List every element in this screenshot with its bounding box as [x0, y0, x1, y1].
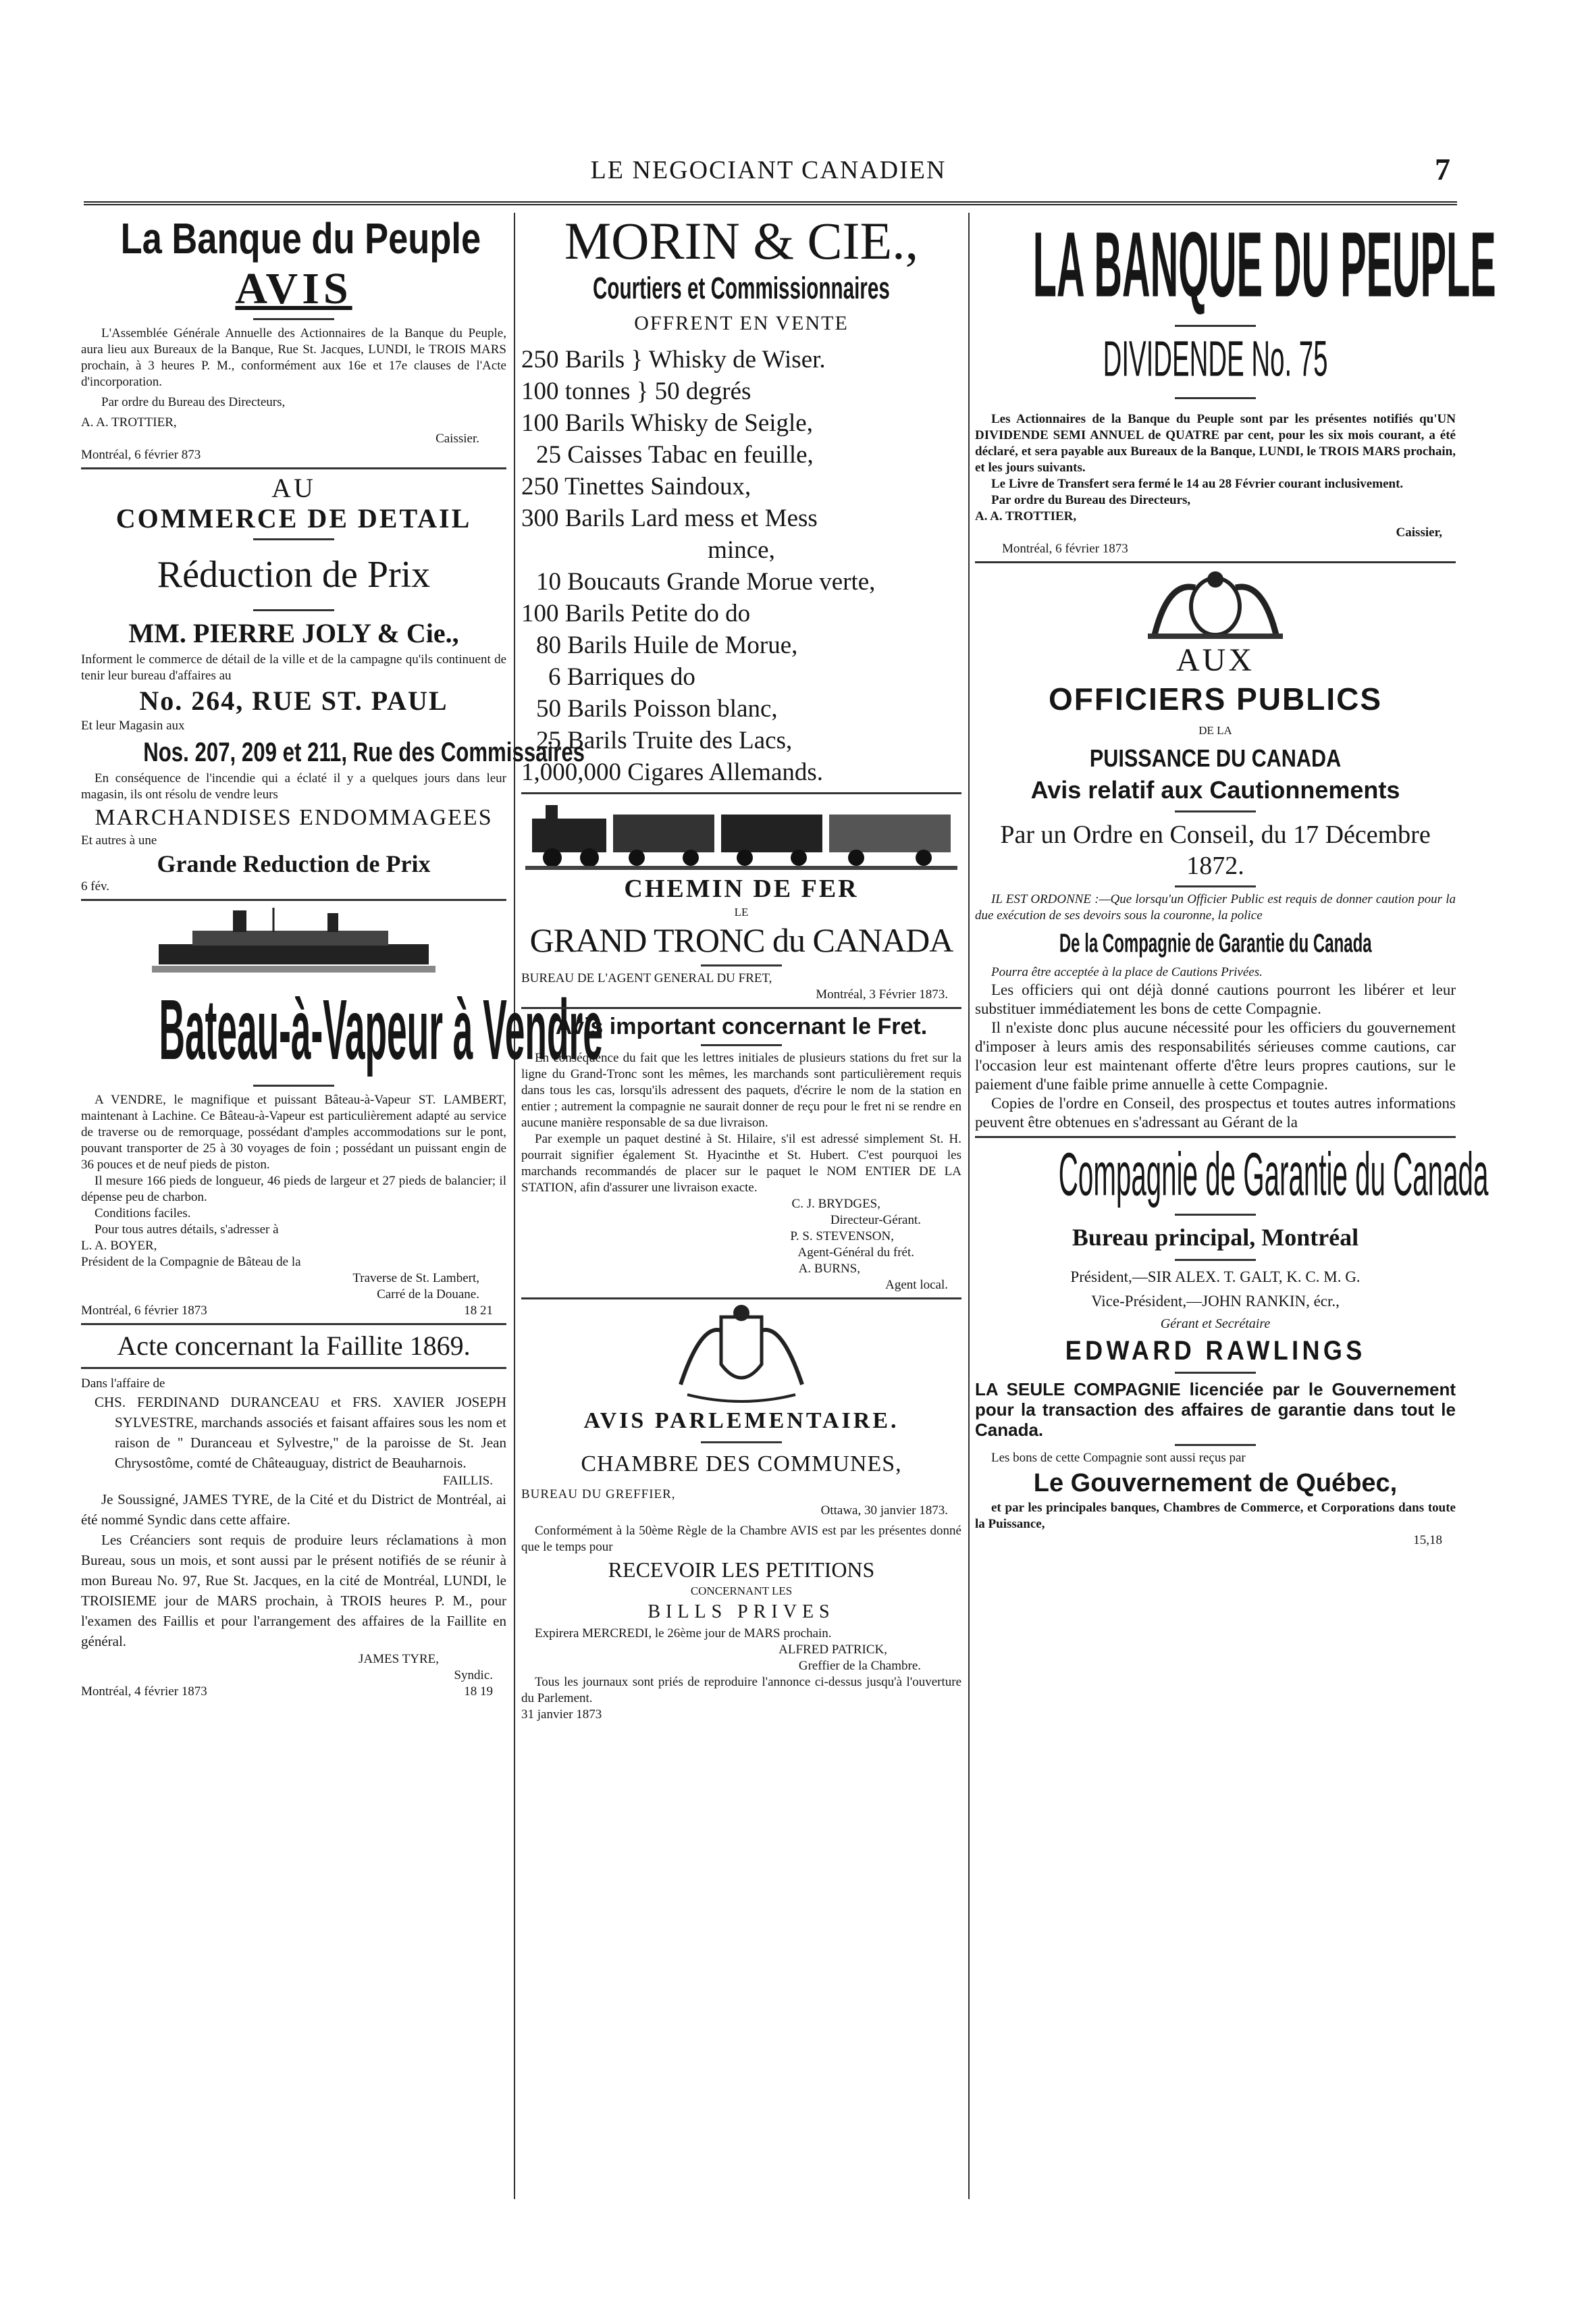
- ad-bureau: BUREAU DU GREFFIER,: [521, 1487, 676, 1501]
- ad-title: La Banque du Peuple: [120, 214, 481, 263]
- divider: [253, 538, 334, 540]
- ad-title: Acte concernant la Faillite 1869.: [117, 1331, 471, 1361]
- divider: [701, 964, 782, 966]
- list-item: 250 Barils } Whisky de Wiser.: [521, 346, 826, 373]
- list-item: 25 Caisses Tabac en feuille,: [536, 441, 814, 469]
- column-divider: [968, 213, 970, 2199]
- ad-body: Il mesure 166 pieds de longueur, 46 pieds de largeur et 27 pieds de balancier; il dépense peu de charbon.: [81, 1174, 506, 1204]
- ad-body: L'Assemblée Générale Annuelle des Actionnaires de la Banque du Peuple, aura lieu aux Bureaux de la Banque, Rue St. Jacques, LUNDI, le TROIS MARS prochain, à 3 heures P. M., conformément aux 16e et 17e clauses de l'Acte d'incorporation.: [81, 326, 506, 389]
- ad-signer: A. A. TROTTIER,: [81, 415, 177, 430]
- column-divider: [514, 213, 515, 2199]
- divider: [253, 318, 334, 320]
- list-item: 50 Barils Poisson blanc,: [536, 695, 778, 723]
- ad-faillite: [81, 1329, 506, 1700]
- ad-para: IL EST ORDONNE :—Que lorsqu'un Officier Public est requis de donner caution pour la due exécution de ses devoirs sous la couronne, la police: [975, 892, 1456, 923]
- list-item: 300 Barils Lard mess et Mess: [521, 505, 818, 532]
- divider: [81, 1367, 506, 1369]
- ad-para: Les officiers qui ont déjà donné cautions pourront les libérer et leur substituer immédiatement les bons de cette Compagnie.: [975, 981, 1456, 1017]
- ad-firm: MM. PIERRE JOLY & Cie.,: [128, 618, 459, 648]
- list-item: 6 Barriques do: [548, 663, 695, 691]
- ad-rule: [81, 467, 506, 469]
- list-item: 80 Barils Huile de Morue,: [536, 631, 798, 659]
- divider: [1175, 397, 1256, 399]
- ad-aux: AUX: [1176, 642, 1255, 678]
- ad-title: OFFICIERS PUBLICS: [1048, 681, 1383, 717]
- ad-para: Expirera MERCREDI, le 26ème jour de MARS prochain.: [535, 1626, 832, 1641]
- ad-bons: Les bons de cette Compagnie sont aussi reçus par: [991, 1451, 1246, 1465]
- ad-date: Montréal, 6 février 873: [81, 448, 201, 462]
- ad-role: Caissier,: [1396, 525, 1442, 540]
- ad-para: Pourra être acceptée à la place de Cautions Privées.: [991, 965, 1263, 979]
- ad-gouv: Le Gouvernement de Québec,: [1033, 1469, 1398, 1497]
- divider: [1175, 325, 1256, 327]
- ad-recevoir: RECEVOIR LES PETITIONS: [608, 1557, 875, 1582]
- ad-signer: A. BURNS,: [798, 1262, 860, 1276]
- divider: [1175, 1259, 1256, 1261]
- ad-address: No. 264, RUE ST. PAUL: [139, 686, 448, 716]
- ad-role: Caissier.: [435, 432, 479, 446]
- train-illustration: [525, 798, 957, 873]
- ad-body: A VENDRE, le magnifique et puissant Bâteau-à-Vapeur ST. LAMBERT, maintenant à Lachine. Ce Bâteau-à-Vapeur est particulièrement adapté au service de traverse ou de remorquage, possédant d'amples accommodations sur le pont, pouvant transporter de 25 à 30 voyages de foin ; possédant un puissant engin de 36 pouces et de neuf pieds de piston.: [81, 1093, 506, 1172]
- ad-avis: Avis important concernant le Fret.: [555, 1014, 928, 1039]
- ad-compagnie-garantie: [975, 1139, 1489, 1549]
- ad-title: Bateau-à-Vapeur à Vendre: [159, 983, 603, 1078]
- ad-title: GRAND TRONC du CANADA: [529, 921, 953, 959]
- list-item: 250 Tinettes Saindoux,: [521, 473, 751, 500]
- ad-role: Greffier de la Chambre.: [798, 1659, 921, 1673]
- ad-signer: ALFRED PATRICK,: [778, 1643, 887, 1657]
- ad-date: Montréal, 6 février 1873: [81, 1303, 207, 1318]
- ad-para: Les Créanciers sont requis de produire leurs réclamations à mon Bureau, sous un mois, et sont aussi par le présent notifiés de se réunir à mon Bureau No. 97, Rue St. Jacques, en la cité de Montréal, LUNDI, le TROISIEME jour de MARS prochain, à TROIS heures P. M., pour l'examen des Faillis et pour l'arrangement des affaires de la Faillite en général.: [81, 1532, 506, 1649]
- ad-title: COMMERCE DE DETAIL: [115, 503, 472, 534]
- ad-para: En conséquence du fait que les lettres initiales de plusieurs stations du fret sur la ligne du Grand-Tronc sont les mêmes, les marchands sont particulièrement requis dans tous les cas, lorsqu'ils adressent des paquets, d'écrire le nom de la station en entier ; autrement la compagnie ne saurait donner de reçu pour le fret ni se rendre en aucune manière responsable de sa due livraison.: [521, 1051, 961, 1130]
- ad-concernant: CONCERNANT LES: [690, 1584, 793, 1597]
- ad-signer: C. J. BRYDGES,: [791, 1197, 880, 1211]
- list-item: 100 tonnes } 50 degrés: [521, 378, 751, 405]
- ad-names: CHS. FERDINAND DURANCEAU et FRS. XAVIER JOSEPH SYLVESTRE, marchands associés et faisant affaires sous les nom et raison de " Duranceau et Sylvestre," de la paroisse de St. Jean Chrysostôme, comté de Châteauguay, district de Beauharnois.: [95, 1394, 506, 1471]
- ad-ref: 18 19: [464, 1684, 493, 1699]
- ad-president: Président,—SIR ALEX. T. GALT, K. C. M. G.: [1070, 1268, 1361, 1285]
- ad-role: Traverse de St. Lambert,: [352, 1271, 479, 1285]
- list-item: 25 Barils Truite des Lacs,: [536, 727, 793, 754]
- ad-title: AVIS PARLEMENTAIRE.: [583, 1408, 899, 1433]
- ad-note: Tous les journaux sont priés de reproduire l'annonce ci-dessus jusqu'à l'ouverture du Parlement.: [521, 1675, 961, 1705]
- ad-merch: MARCHANDISES ENDOMMAGEES: [95, 805, 493, 830]
- ad-para: Il n'existe donc plus aucune nécessité pour les officiers du gouvernement d'imposer à leurs amis des responsabilités sérieuses comme cautions, car l'occasion leur est maintenant offerte d'être leurs propres cautions, sur le paiement d'une faible prime annuelle à cette Compagnie.: [975, 1019, 1456, 1093]
- divider: [253, 609, 334, 611]
- ad-dela: DE LA: [1198, 724, 1232, 737]
- ad-intro: Informent le commerce de détail de la ville et de la campagne qu'ils continuent de tenir leur bureau d'affaires au: [81, 652, 506, 683]
- divider: [521, 1007, 961, 1009]
- list-item: 100 Barils Whisky de Seigle,: [521, 409, 813, 437]
- column-middle: [521, 213, 961, 2202]
- ad-rule: [81, 1323, 506, 1325]
- ad-date: Montréal, 6 février 1873: [1002, 542, 1128, 556]
- divider: [1175, 810, 1256, 812]
- ad-para: Le Livre de Transfert sera fermé le 14 au 28 Février courant inclusivement.: [991, 477, 1404, 491]
- ad-bills: BILLS PRIVES: [648, 1601, 835, 1622]
- divider: [1175, 1444, 1256, 1446]
- ad-puissance: PUISSANCE DU CANADA: [1089, 744, 1342, 772]
- ad-rule: [521, 792, 961, 794]
- ad-commerce-detail: [81, 473, 585, 895]
- ad-role: Directeur-Gérant.: [830, 1213, 921, 1227]
- ad-rule: [975, 1136, 1456, 1138]
- ad-le: LE: [734, 906, 749, 919]
- ad-ordre: Par ordre du Bureau des Directeurs,: [991, 493, 1191, 507]
- ad-title: Compagnie de Garantie du Canada: [1058, 1139, 1489, 1208]
- ad-seule: LA SEULE COMPAGNIE licenciée par le Gouvernement pour la transaction des affaires de garantie dans tout le Canada.: [975, 1379, 1456, 1440]
- ad-ref: 15,18: [1413, 1533, 1442, 1547]
- divider: [1175, 1372, 1256, 1374]
- list-item: mince,: [708, 536, 775, 564]
- ad-para: Conformément à la 50ème Règle de la Chambre AVIS est par les présentes donné que le temps pour: [521, 1524, 961, 1554]
- ad-banque-dividende: [975, 213, 1496, 557]
- ad-para: Je Soussigné, JAMES TYRE, de la Cité et du District de Montréal, ai été nommé Syndic dans cette affaire.: [81, 1491, 506, 1528]
- ad-bureau: Bureau principal, Montréal: [1072, 1224, 1359, 1251]
- ad-bateau: [81, 905, 603, 1319]
- ad-subtitle: Courtiers et Commissionnaires: [593, 272, 890, 306]
- ad-signer: JAMES TYRE,: [359, 1652, 439, 1666]
- divider: [701, 1441, 782, 1443]
- ad-date: 6 fév.: [81, 879, 110, 894]
- newspaper-title: LE NEGOCIANT CANADIEN: [590, 156, 947, 184]
- ad-compagnie: De la Compagnie de Garantie du Canada: [1059, 929, 1372, 958]
- list-item: 1,000,000 Cigares Allemands.: [521, 758, 824, 786]
- ad-officiers: [975, 567, 1456, 1132]
- page-header: [81, 150, 1456, 190]
- ad-banque-assembly: [81, 213, 506, 463]
- ad-rule: [975, 561, 1456, 563]
- page-number: 7: [1435, 152, 1450, 186]
- ad-ref: 18 21: [464, 1303, 493, 1318]
- ad-role: Agent local.: [885, 1278, 948, 1292]
- ad-pour: Pour tous autres détails, s'adresser à: [95, 1222, 279, 1237]
- ad-chemin: CHEMIN DE FER: [624, 875, 859, 903]
- ad-title: MORIN & CIE.,: [564, 211, 919, 270]
- ad-conditions: Conditions faciles.: [95, 1206, 191, 1220]
- coat-of-arms-emblem: [640, 1303, 843, 1405]
- divider: [701, 1044, 782, 1046]
- ad-faillis: FAILLIS.: [442, 1474, 493, 1488]
- ad-bureau: BUREAU DE L'AGENT GENERAL DU FRET,: [521, 971, 772, 985]
- ad-gerant: Gérant et Secrétaire: [1160, 1316, 1271, 1331]
- ad-role: Agent-Général du frét.: [797, 1245, 914, 1260]
- ad-autres: Et autres à une: [81, 833, 157, 848]
- ad-date: Ottawa, 30 janvier 1873.: [820, 1503, 948, 1518]
- ad-para: Les Actionnaires de la Banque du Peuple sont par les présentes notifiés qu'UN DIVIDENDE SEMI ANNUEL de QUATRE par cent, pour les six mois courant, a été déclaré, et sera payable aux Bureaux de la Banque, LUNDI, le TROIS MARS prochain, et les jours suivants.: [975, 412, 1456, 475]
- ad-ordre: Par ordre du Bureau des Directeurs,: [101, 395, 286, 409]
- ad-para: Copies de l'ordre en Conseil, des prospectus et toutes autres informations peuvent être obtenues en s'adressant au Gérant de la: [975, 1095, 1456, 1131]
- ad-title: LA BANQUE DU PEUPLE: [1032, 214, 1496, 317]
- ad-dans: Dans l'affaire de: [81, 1376, 165, 1391]
- ad-role: Président de la Compagnie de Bâteau de la: [81, 1255, 301, 1269]
- header-rule: [84, 201, 1457, 205]
- list-item: 100 Barils Petite do do: [521, 600, 751, 627]
- ad-address: Nos. 207, 209 et 211, Rue des Commissaires: [143, 738, 585, 767]
- column-right: [975, 213, 1496, 2202]
- ad-role: Syndic.: [454, 1668, 493, 1682]
- ad-fire: En conséquence de l'incendie qui a éclaté il y a quelques jours dans leur magasin, ils ont résolu de vendre leurs: [81, 771, 506, 802]
- ad-reduction: Réduction de Prix: [157, 554, 431, 596]
- ad-chambre: CHAMBRE DES COMMUNES,: [581, 1451, 902, 1476]
- ad-avis: Avis relatif aux Cautionnements: [1030, 776, 1400, 804]
- ad-avis-heading: AVIS: [235, 264, 352, 313]
- ad-grande: Grande Reduction de Prix: [157, 850, 431, 877]
- list-item: 10 Boucauts Grande Morue verte,: [536, 568, 876, 596]
- ad-date: 31 janvier 1873: [521, 1707, 602, 1722]
- ad-offrent: OFFRENT EN VENTE: [634, 312, 849, 334]
- ad-role: Carré de la Douane.: [377, 1287, 479, 1301]
- ad-ordre: Par un Ordre en Conseil, du 17 Décembre 1872.: [1000, 821, 1431, 880]
- ad-date: Montréal, 4 février 1873: [81, 1684, 207, 1699]
- ad-para: Par exemple un paquet destiné à St. Hilaire, s'il est adressé simplement St. H. pourrait signifier également St. Hyacinthe et St. Hubert. C'est pourquoi les marchands recommandés de placer sur le paquet le NOM ENTIER DE LA STATION, afin d'assurer une livraison exacte.: [521, 1132, 961, 1195]
- divider: [1175, 1214, 1256, 1216]
- ad-parlementaire: [521, 1303, 961, 1723]
- ad-end: et par les principales banques, Chambres de Commerce, et Corporations dans toute la Puissance,: [975, 1501, 1456, 1531]
- ad-au: AU: [271, 473, 316, 503]
- ad-signer: P. S. STEVENSON,: [790, 1229, 894, 1243]
- ad-grand-tronc: [521, 798, 961, 1293]
- steamboat-illustration: [152, 905, 435, 979]
- ad-signer: A. A. TROTTIER,: [975, 509, 1077, 523]
- divider: [253, 1085, 334, 1087]
- ad-rule: [521, 1297, 961, 1299]
- ad-signer: L. A. BOYER,: [81, 1239, 157, 1253]
- divider: [1175, 885, 1256, 887]
- ad-dividende: DIVIDENDE No. 75: [1103, 332, 1328, 388]
- ad-magasin: Et leur Magasin aux: [81, 719, 185, 733]
- ad-date: Montréal, 3 Février 1873.: [816, 987, 948, 1002]
- ad-name: EDWARD RAWLINGS: [1065, 1336, 1366, 1366]
- coat-of-arms-emblem: [1128, 567, 1303, 642]
- product-list: [521, 344, 961, 788]
- ad-morin: [521, 213, 961, 788]
- ad-vice: Vice-Président,—JOHN RANKIN, écr.,: [1091, 1293, 1340, 1310]
- ad-rule: [81, 899, 506, 901]
